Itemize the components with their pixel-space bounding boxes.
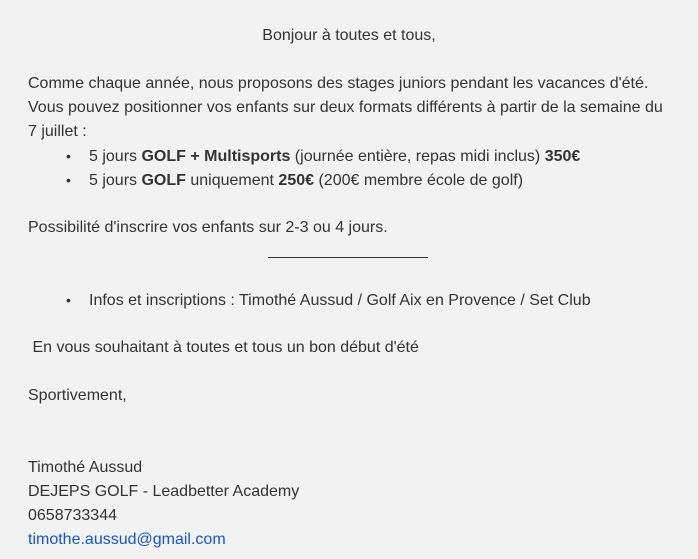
bullet1-product: GOLF + Multisports xyxy=(141,148,291,165)
signature-name: Timothé Aussud xyxy=(28,459,143,476)
intro-line-2: Vous pouvez positionner vos enfants sur deux formats différents à partir de la semaine du xyxy=(28,99,663,116)
info-text: Infos et inscriptions : Timothé Aussud / Golf Aix en Provence / Set Club xyxy=(89,292,591,309)
intro-line-1: Comme chaque année, nous proposons des stages juniors pendant les vacances d'été. xyxy=(28,75,649,92)
list-item-info xyxy=(60,288,591,312)
list-item-golf-multisports xyxy=(60,144,580,168)
bullet-icon: • xyxy=(66,148,71,164)
bullet1-middle: (journée entière, repas midi inclus) xyxy=(290,148,545,165)
horizontal-separator xyxy=(268,257,428,258)
wishes-text: En vous souhaitant à toutes et tous un bon début d'été xyxy=(28,339,419,356)
bullet-icon: • xyxy=(66,292,71,308)
bullet2-middle: uniquement xyxy=(185,172,279,189)
bullet2-product: GOLF xyxy=(141,172,186,189)
signature-email-line xyxy=(28,528,226,552)
list-item-golf-only xyxy=(60,168,523,192)
greeting: Bonjour à toutes et tous, xyxy=(262,27,436,44)
signature-title: DEJEPS GOLF - Leadbetter Academy xyxy=(28,483,300,500)
intro-line-3: 7 juillet : xyxy=(28,123,87,140)
bullet2-prefix: 5 jours xyxy=(89,172,142,189)
bullet2-price: 250€ xyxy=(278,172,315,189)
signature-phone: 0658733344 xyxy=(28,507,117,524)
possibility-text: Possibilité d'inscrire vos enfants sur 2-3 ou 4 jours. xyxy=(28,219,388,236)
bullet1-price: 350€ xyxy=(544,148,581,165)
email-link[interactable]: timothe.aussud@gmail.com xyxy=(28,531,226,548)
closing-text: Sportivement, xyxy=(28,387,127,404)
bullet2-suffix: (200€ membre école de golf) xyxy=(314,172,524,189)
bullet1-prefix: 5 jours xyxy=(89,148,142,165)
bullet-icon: • xyxy=(66,172,71,188)
